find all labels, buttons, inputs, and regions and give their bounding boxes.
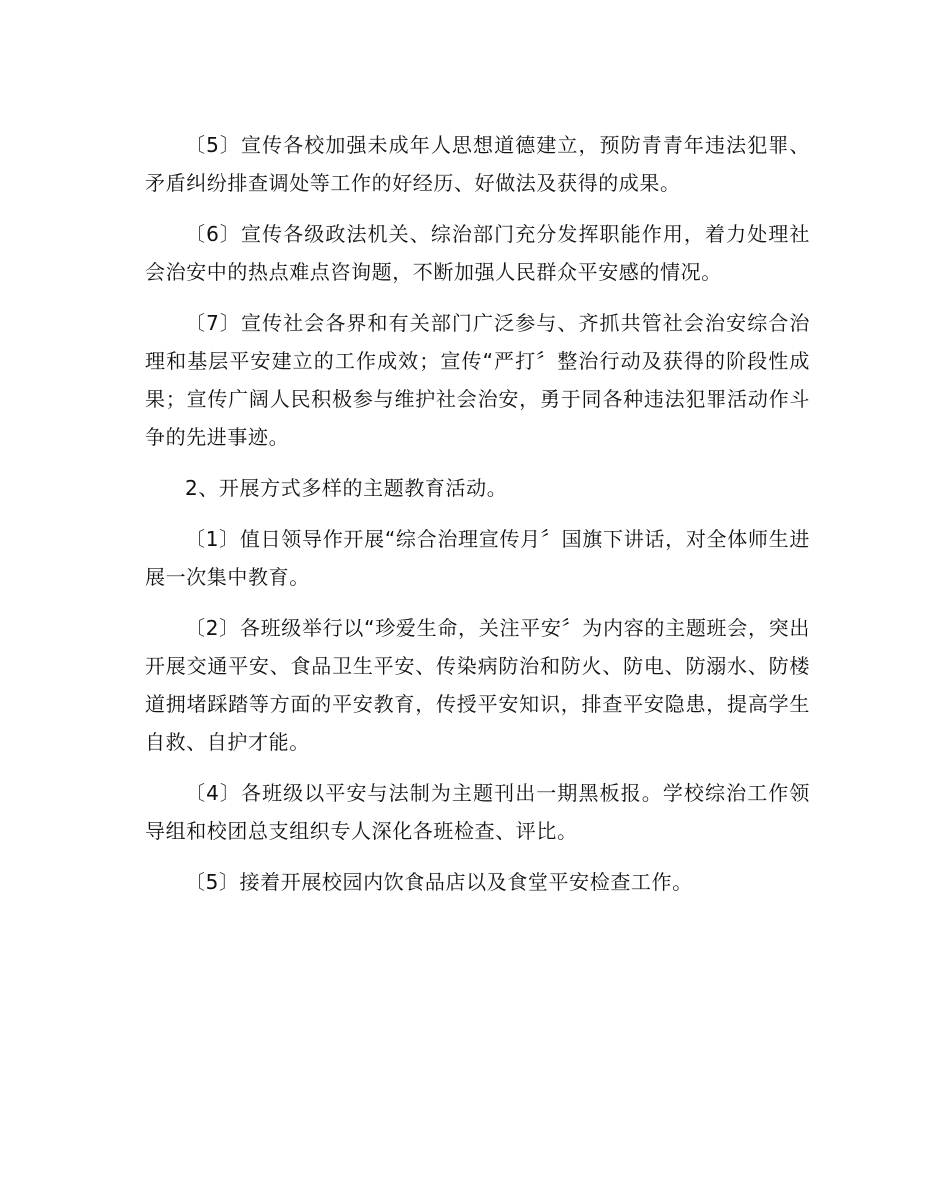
paragraph-activity-1: 〔1〕值日领导作开展“综合治理宣传月〞国旗下讲话，对全体师生进展一次集中教育。 [145,527,810,589]
document-body [145,126,810,914]
paragraph-propaganda-6: 〔6〕宣传各级政法机关、综治部门充分发挥职能作用，着力处理社会治安中的热点难点咨询题，不断加强人民群众平安感的情况。 [145,222,810,284]
paragraph-activity-4: 〔4〕各班级以平安与法制为主题刊出一期黑板报。学校综治工作领导组和校团总支组织专人深化各班检查、评比。 [145,781,810,843]
section-heading-education-activities: 2、开展方式多样的主题教育活动。 [185,476,508,500]
paragraph-activity-2: 〔2〕各班级举行以“珍爱生命，关注平安〞为内容的主题班会，突出开展交通平安、食品卫生平安、传染病防治和防火、防电、防溺水、防楼道拥堵踩踏等方面的平安教育，传授平安知识，排查平安隐患，提高学生自救、自护才能。 [145,616,810,754]
paragraph-propaganda-5: 〔5〕宣传各校加强未成年人思想道德建立，预防青青年违法犯罪、矛盾纠纷排查调处等工作的好经历、好做法及获得的成果。 [145,133,810,195]
paragraph-activity-5: 〔5〕接着开展校园内饮食品店以及食堂平安检查工作。 [185,870,693,894]
paragraph-propaganda-7: 〔7〕宣传社会各界和有关部门广泛参与、齐抓共管社会治安综合治理和基层平安建立的工作成效；宣传“严打〞整治行动及获得的阶段性成果；宣传广阔人民积极参与维护社会治安，勇于同各种违法犯罪活动作斗争的先进事迹。 [145,311,810,449]
